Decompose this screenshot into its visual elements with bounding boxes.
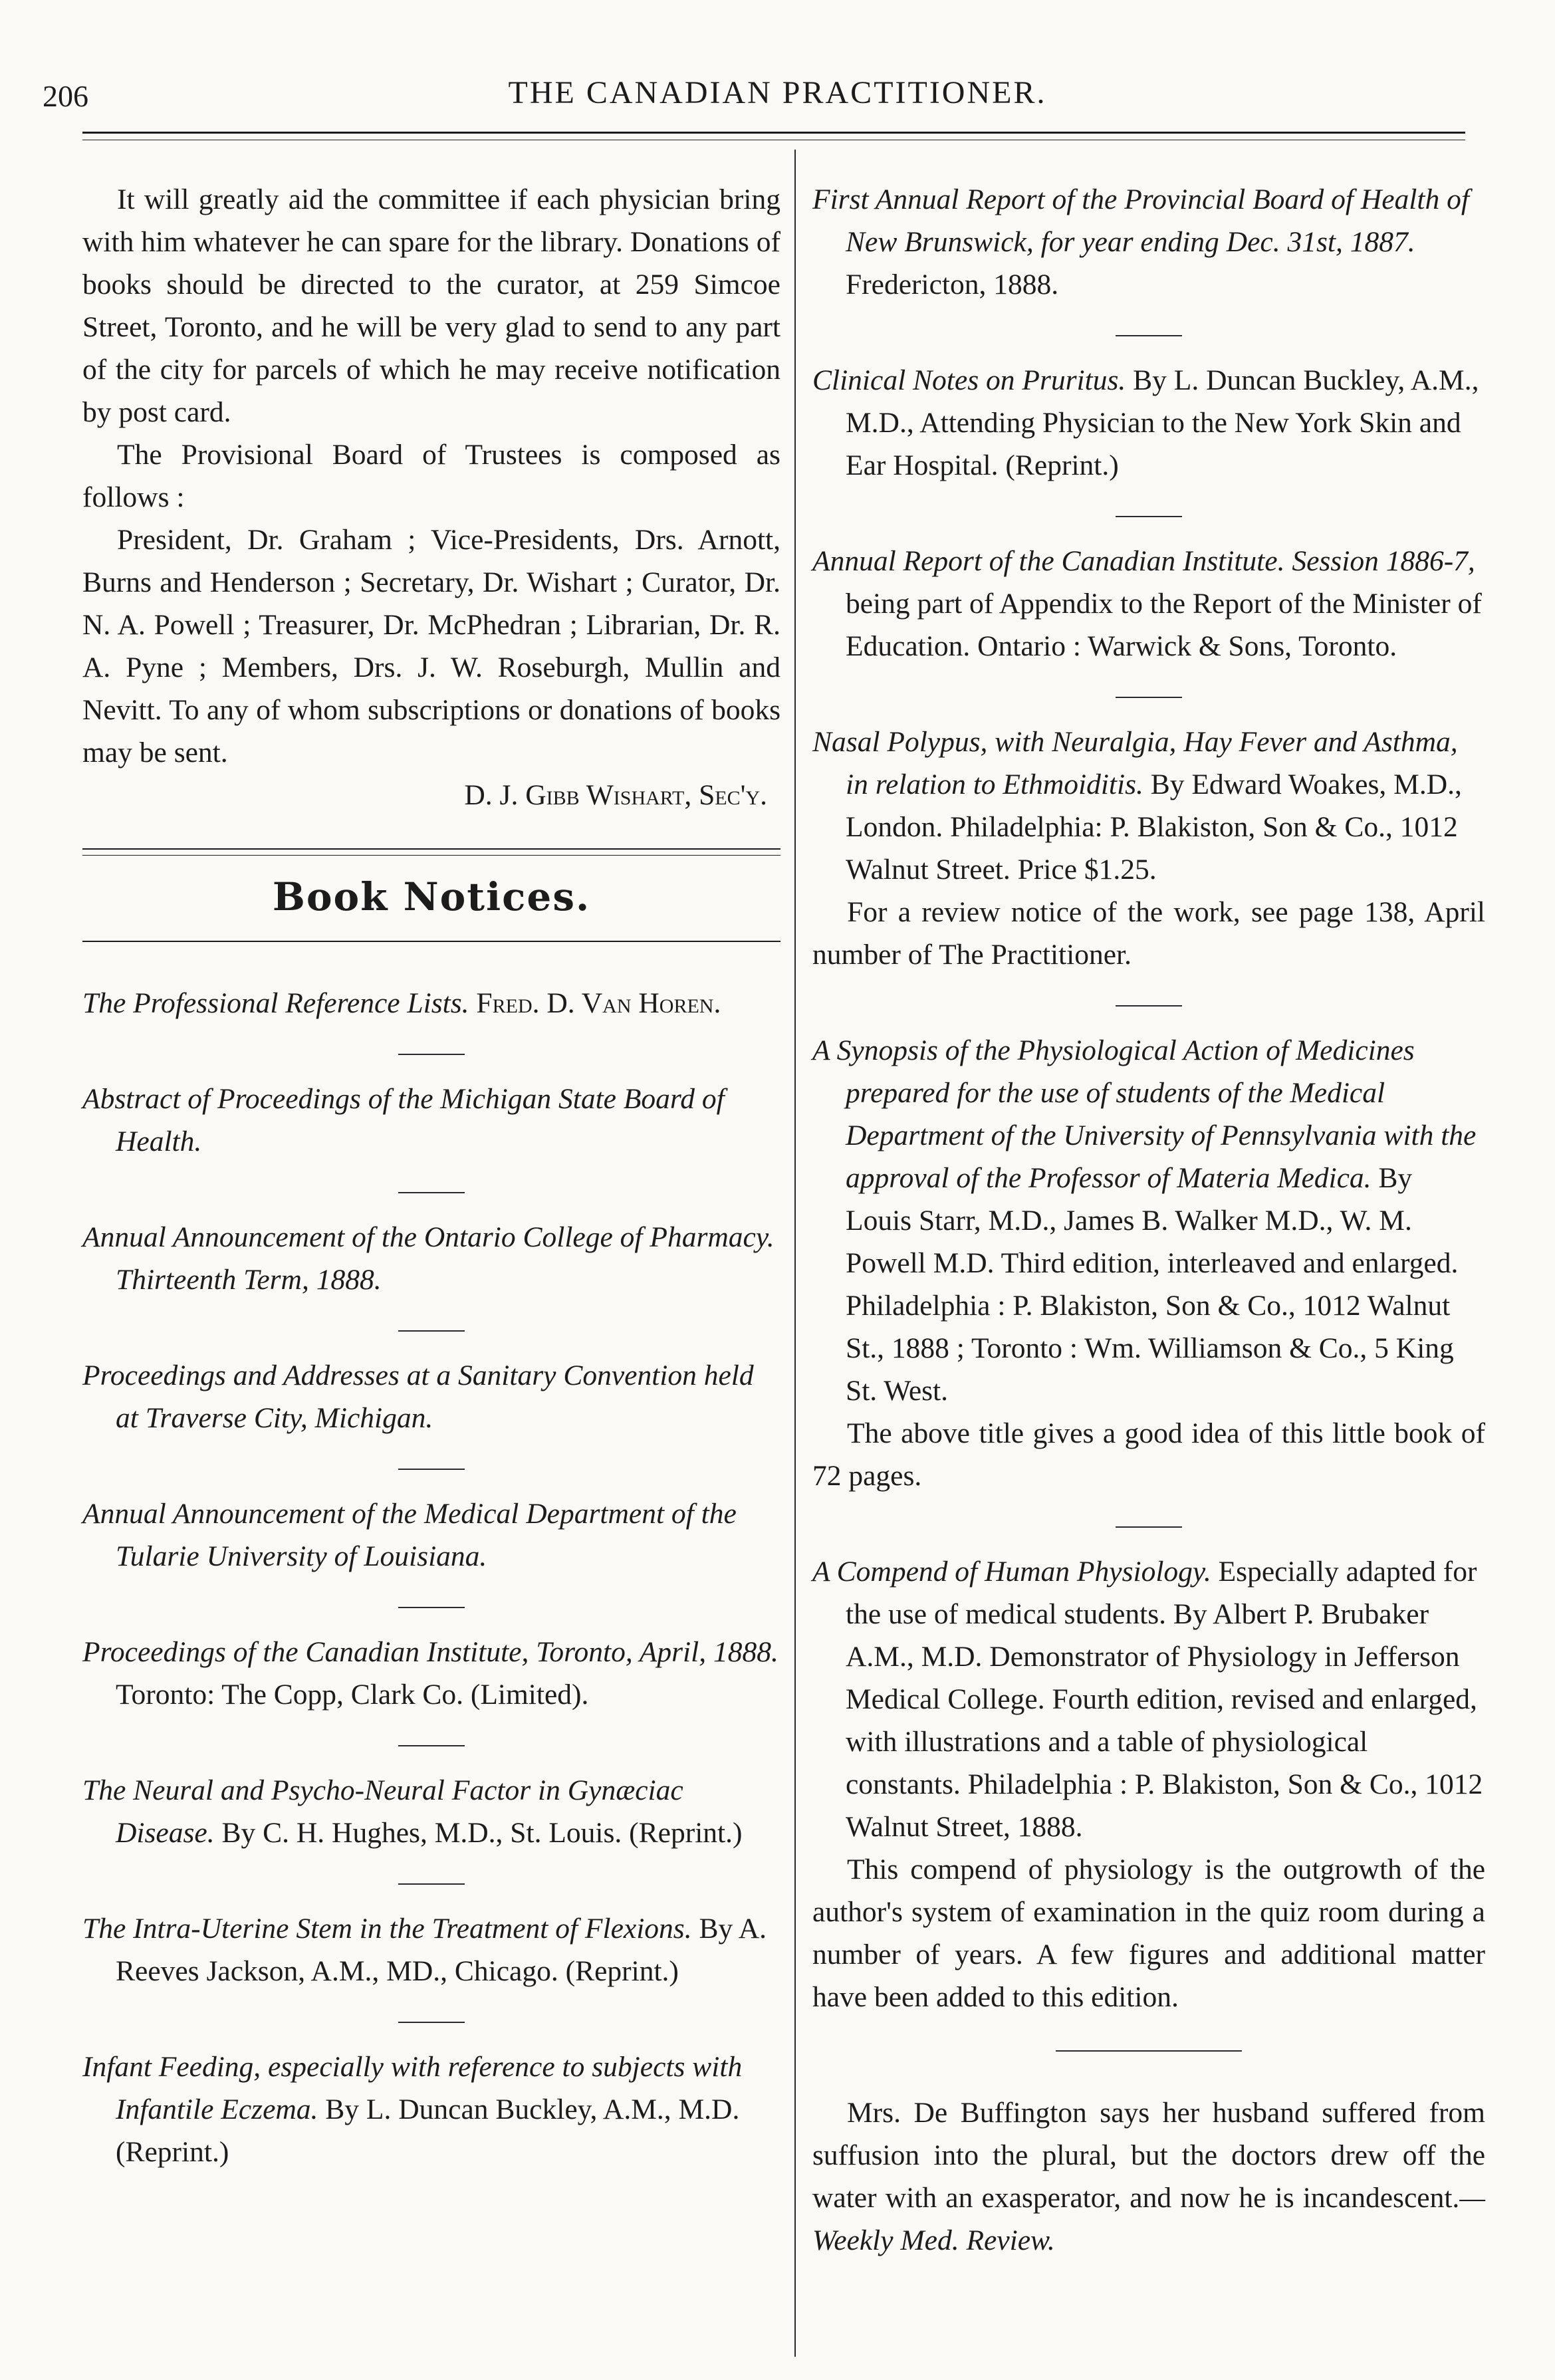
- review-paragraph: For a review notice of the work, see page 138, April number of The Practitioner.: [812, 896, 1485, 971]
- notice-title: The Neural and Psycho-Neural Factor in Gynæciac Disease.: [82, 1774, 683, 1849]
- book-notice: [82, 1631, 780, 1716]
- joke-paragraph: [812, 2091, 1485, 2262]
- book-notice: [82, 1354, 780, 1439]
- joke-source: — Weekly Med. Review.: [812, 2182, 1485, 2256]
- separator: [1116, 1526, 1182, 1528]
- notice-details: By L. Duncan Buckley, A.M., M.D., Attending Physician to the New York Skin and Ear Hospital. (Reprint.): [846, 364, 1479, 481]
- section-rule-thin: [82, 855, 780, 856]
- book-notice: [812, 721, 1485, 891]
- review-paragraph: The above title gives a good idea of this little book of 72 pages.: [812, 1417, 1485, 1492]
- book-notice: [812, 178, 1485, 306]
- notice-title: Abstract of Proceedings of the Michigan State Board of Health.: [82, 1083, 725, 1157]
- notice-title: Infant Feeding, especially with reference to subjects with Infantile Eczema.: [82, 2051, 743, 2125]
- separator: [398, 1330, 465, 1332]
- officers-paragraph: President, Dr. Graham ; Vice-Presidents, Drs. Arnott, Burns and Henderson ; Secretary, Dr. Wishart ; Curator, Dr. N. A. Powell ; Treasurer, Dr. McPhedran ; Librarian, Dr. R. A. Pyne ; Members, Drs. J. W. Roseburgh, Mullin and Nevitt. To any of whom subscriptions or donations of books may be sent.: [82, 524, 780, 769]
- separator: [1116, 697, 1182, 698]
- notice-details: By C. H. Hughes, M.D., St. Louis. (Reprint.): [214, 1817, 743, 1849]
- notice-title: Annual Announcement of the Ontario College of Pharmacy. Thirteenth Term, 1888.: [82, 1221, 775, 1296]
- notice-title: First Annual Report of the Provincial Board of Health of New Brunswick, for year ending Dec. 31st, 1887.: [812, 183, 1469, 258]
- separator: [398, 1883, 465, 1885]
- book-notices-header: [82, 848, 780, 942]
- separator: [1116, 1005, 1182, 1007]
- review-paragraph: This compend of physiology is the outgrowth of the author's system of examination in the quiz room during a number of years. A few figures and additional matter have been added to this edition.: [812, 1853, 1485, 2013]
- header-rule: [82, 132, 1465, 134]
- separator: [398, 1607, 465, 1608]
- board-paragraph: The Provisional Board of Trustees is composed as follows :: [82, 439, 780, 513]
- notice-details: By Louis Starr, M.D., James B. Walker M.D., W. M. Powell M.D. Third edition, interleaved and enlarged. Philadelphia : P. Blakiston, Son & Co., 1012 Walnut St., 1888 ; Toronto : Wm. Williamson & Co., 5 King St. West.: [846, 1162, 1459, 1407]
- book-notice: [812, 1029, 1485, 1412]
- separator: [398, 2022, 465, 2023]
- page-number: 206: [43, 79, 88, 113]
- book-notice: [812, 359, 1485, 487]
- book-notice: [82, 1492, 780, 1578]
- separator: [398, 1469, 465, 1470]
- notice-title: Proceedings and Addresses at a Sanitary Convention held at Traverse City, Michigan.: [82, 1360, 754, 1434]
- separator: [1116, 516, 1182, 517]
- section-rule-bottom: [82, 941, 780, 942]
- notice-title: Proceedings of the Canadian Institute, Toronto, April, 1888.: [82, 1636, 778, 1668]
- separator: [398, 1054, 465, 1055]
- notice-details: By L. Duncan Buckley, A.M., M.D. (Reprint.): [116, 2093, 740, 2168]
- signature: D. J. Gibb Wishart, Sec'y.: [464, 779, 767, 811]
- book-notice: [82, 1769, 780, 1854]
- book-notice: [82, 1078, 780, 1163]
- book-notice: [812, 1550, 1485, 1848]
- notice-title: Annual Announcement of the Medical Department of the Tularie University of Louisiana.: [82, 1498, 737, 1572]
- book-notice: [82, 1907, 780, 1992]
- notice-details: Fredericton, 1888.: [846, 269, 1059, 300]
- library-paragraph: It will greatly aid the committee if each physician bring with him whatever he can spare for the library. Donations of books should be directed to the curator, at 259 Simcoe Street, Toronto, and he will be very glad to send to any part of the city for parcels of which he may receive notification by post card.: [82, 183, 780, 428]
- left-column: [82, 178, 780, 2173]
- notice-title: A Compend of Human Physiology.: [812, 1556, 1211, 1588]
- section-title: Book Notices.: [272, 874, 591, 919]
- notice-title: A Synopsis of the Physiological Action of Medicines prepared for the use of students of the Medical Department of the University of Pennsylvania with the approval of the Professor of Materia Medica.: [812, 1034, 1477, 1194]
- notice-title: The Intra-Uterine Stem in the Treatment of Flexions.: [82, 1913, 692, 1945]
- notice-details: By Edward Woakes, M.D., London. Philadelphia: P. Blakiston, Son & Co., 1012 Walnut Street. Price $1.25.: [846, 769, 1462, 886]
- section-rule: [82, 848, 780, 850]
- notice-details: Especially adapted for the use of medical students. By Albert P. Brubaker A.M., M.D. Demonstrator of Physiology in Jefferson Medical College. Fourth edition, revised and enlarged, with illustrations and a table of physiological constants. Philadelphia : P. Blakiston, Son & Co., 1012 Walnut Street, 1888.: [846, 1556, 1483, 1843]
- book-notice: [812, 540, 1485, 667]
- book-notice: [82, 2046, 780, 2173]
- notice-title: Clinical Notes on Pruritus.: [812, 364, 1126, 396]
- notice-details: being part of Appendix to the Report of the Minister of Education. Ontario : Warwick & Sons, Toronto.: [846, 588, 1482, 662]
- notice-details: By A. Reeves Jackson, A.M., MD., Chicago. (Reprint.): [116, 1913, 767, 1987]
- book-notice: [82, 1216, 780, 1301]
- notice-title: Nasal Polypus, with Neuralgia, Hay Fever and Asthma, in relation to Ethmoiditis.: [812, 726, 1458, 800]
- running-head: THE CANADIAN PRACTITIONER.: [508, 75, 1047, 110]
- joke-text: Mrs. De Buffington says her husband suffered from suffusion into the plural, but the doctors drew off the water with an exasperator, and now he is incandescent.: [812, 2097, 1485, 2214]
- separator: [1116, 335, 1182, 336]
- book-notice: [82, 982, 780, 1024]
- separator: [398, 1745, 465, 1746]
- right-column: [812, 178, 1485, 2262]
- separator-long: [1056, 2050, 1242, 2052]
- column-divider: [794, 150, 796, 2357]
- notice-title: The Professional Reference Lists.: [82, 987, 469, 1019]
- separator: [398, 1192, 465, 1193]
- notice-details: Fred. D. Van Horen.: [469, 987, 721, 1019]
- notice-details: Toronto: The Copp, Clark Co. (Limited).: [116, 1679, 589, 1711]
- notice-title: Annual Report of the Canadian Institute. Session 1886-7,: [812, 545, 1475, 577]
